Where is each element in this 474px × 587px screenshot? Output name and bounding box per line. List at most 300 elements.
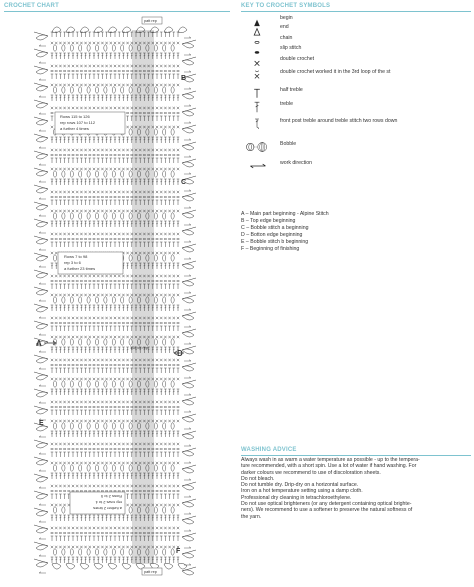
bobble-stitch bbox=[171, 381, 174, 387]
edge-petal-right bbox=[182, 499, 196, 507]
double-crochet-stitch bbox=[177, 443, 179, 445]
chain-stitch bbox=[93, 406, 96, 407]
double-crochet-stitch bbox=[160, 275, 162, 277]
chain-stitch bbox=[122, 196, 125, 197]
double-crochet-stitch bbox=[164, 336, 166, 338]
double-crochet-stitch bbox=[80, 191, 82, 193]
double-crochet-stitch bbox=[173, 275, 175, 277]
key-label: front post treble around treble stitch two rows down bbox=[280, 118, 398, 124]
double-crochet-stitch bbox=[93, 443, 95, 445]
bobble-stitch bbox=[53, 87, 56, 93]
rep-note-top-line3: a further 4 times bbox=[60, 126, 89, 131]
double-crochet-stitch bbox=[76, 191, 78, 193]
double-crochet-stitch bbox=[118, 462, 120, 464]
chain-stitch bbox=[122, 70, 125, 71]
bobble-stitch bbox=[112, 87, 115, 93]
double-crochet-stitch bbox=[168, 401, 170, 403]
chain-stitch bbox=[59, 154, 62, 155]
bobble-stitch bbox=[87, 213, 90, 219]
edge-petal-left bbox=[34, 236, 48, 244]
double-crochet-stitch bbox=[168, 420, 170, 422]
chain-stitch bbox=[101, 490, 104, 491]
double-crochet-stitch bbox=[80, 149, 82, 151]
double-crochet-stitch bbox=[89, 65, 91, 67]
chain-stitch bbox=[156, 280, 159, 281]
double-crochet-stitch bbox=[84, 65, 86, 67]
double-crochet-stitch bbox=[63, 336, 65, 338]
double-crochet-stitch bbox=[126, 527, 128, 529]
double-crochet-stitch bbox=[122, 336, 124, 338]
double-crochet-stitch bbox=[72, 485, 74, 487]
double-crochet-stitch bbox=[72, 168, 74, 170]
double-crochet-stitch bbox=[72, 191, 74, 193]
double-crochet-stitch bbox=[168, 336, 170, 338]
double-crochet-stitch bbox=[110, 378, 112, 380]
double-crochet-stitch bbox=[51, 527, 53, 529]
bobble-stitch bbox=[171, 45, 174, 51]
key-heading-rule bbox=[241, 11, 471, 12]
double-crochet-stitch bbox=[126, 65, 128, 67]
chain-stitch bbox=[84, 196, 87, 197]
chain-stitch bbox=[89, 364, 92, 365]
double-crochet-stitch bbox=[164, 168, 166, 170]
double-crochet-stitch bbox=[55, 233, 57, 235]
chain-stitch bbox=[101, 70, 104, 71]
double-crochet-stitch bbox=[118, 485, 120, 487]
key-row-work-direction bbox=[241, 160, 471, 170]
double-crochet-stitch bbox=[101, 378, 103, 380]
rep-note-bottom-line1: Rows 2 to 5 bbox=[100, 494, 122, 499]
chain-stitch bbox=[177, 238, 180, 239]
double-crochet-stitch bbox=[68, 233, 70, 235]
double-crochet-stitch bbox=[122, 294, 124, 296]
bobble-stitch bbox=[154, 507, 157, 513]
double-crochet-stitch bbox=[122, 485, 124, 487]
double-crochet-stitch bbox=[105, 527, 107, 529]
double-crochet-stitch bbox=[68, 191, 70, 193]
double-crochet-stitch bbox=[168, 504, 170, 506]
edge-petal-bottom bbox=[178, 563, 187, 569]
double-crochet-stitch bbox=[89, 485, 91, 487]
chain-stitch bbox=[173, 406, 176, 407]
work-direction-arrow bbox=[39, 334, 46, 335]
chain-stitch bbox=[168, 70, 171, 71]
double-crochet-stitch bbox=[84, 462, 86, 464]
double-crochet-stitch bbox=[93, 317, 95, 319]
double-crochet-stitch bbox=[59, 233, 61, 235]
double-crochet-stitch bbox=[173, 252, 175, 254]
edge-petal-right bbox=[182, 414, 196, 422]
double-crochet-stitch bbox=[156, 443, 158, 445]
chain-stitch bbox=[68, 532, 71, 533]
bobble-stitch bbox=[112, 45, 115, 51]
work-direction-arrow bbox=[184, 360, 191, 361]
washing-line: darker colours we recommend to use of discoloration sheets. bbox=[241, 469, 381, 476]
chain-stitch bbox=[160, 154, 163, 155]
chain-stitch bbox=[126, 238, 129, 239]
double-crochet-stitch bbox=[173, 546, 175, 548]
double-crochet-stitch bbox=[76, 378, 78, 380]
rep-note-top-line1: Rows 115 to 126 bbox=[60, 114, 90, 119]
key-row-double-crochet-3rd-loop bbox=[241, 69, 471, 83]
double-crochet-stitch bbox=[160, 191, 162, 193]
double-crochet-stitch bbox=[114, 317, 116, 319]
double-crochet-stitch bbox=[89, 84, 91, 86]
double-crochet-stitch bbox=[76, 168, 78, 170]
edge-petal-right bbox=[182, 448, 196, 456]
double-crochet-stitch bbox=[93, 210, 95, 212]
bobble-stitch bbox=[121, 339, 124, 345]
chain-stitch bbox=[68, 448, 71, 449]
double-crochet-stitch bbox=[118, 359, 120, 361]
double-crochet-stitch bbox=[55, 107, 57, 109]
chain-stitch bbox=[55, 364, 58, 365]
double-crochet-stitch bbox=[177, 252, 179, 254]
double-crochet-stitch bbox=[89, 401, 91, 403]
double-crochet-stitch bbox=[93, 378, 95, 380]
chain-stitch bbox=[68, 196, 71, 197]
edge-petal-left bbox=[34, 508, 48, 516]
chain-stitch bbox=[160, 196, 163, 197]
chain-stitch bbox=[160, 70, 163, 71]
double-crochet-stitch bbox=[51, 107, 53, 109]
double-crochet-stitch bbox=[72, 294, 74, 296]
work-direction-arrow bbox=[39, 249, 46, 250]
chain-stitch bbox=[114, 70, 117, 71]
work-direction-arrow bbox=[39, 368, 46, 369]
key-row-half-treble bbox=[241, 87, 471, 98]
double-crochet-stitch bbox=[156, 359, 158, 361]
marker-d: D bbox=[177, 349, 183, 358]
bobble-stitch bbox=[87, 381, 90, 387]
double-crochet-stitch bbox=[173, 420, 175, 422]
double-crochet-stitch bbox=[126, 504, 128, 506]
chain-stitch bbox=[59, 70, 62, 71]
chain-stitch bbox=[156, 448, 159, 449]
bobble-stitch bbox=[53, 381, 56, 387]
crochet-chart bbox=[0, 12, 232, 582]
marker-c: C bbox=[181, 179, 187, 186]
edge-petal-left bbox=[34, 406, 48, 414]
double-crochet-stitch bbox=[68, 107, 70, 109]
work-direction-arrow bbox=[39, 402, 46, 403]
chain-stitch bbox=[173, 238, 176, 239]
chain-stitch bbox=[68, 490, 71, 491]
chain-stitch bbox=[97, 238, 100, 239]
edge-petal-right bbox=[182, 346, 196, 354]
double-crochet-stitch bbox=[168, 65, 170, 67]
chain-stitch bbox=[173, 112, 176, 113]
double-crochet-stitch bbox=[89, 527, 91, 529]
double-crochet-stitch bbox=[160, 294, 162, 296]
bobble-stitch bbox=[70, 339, 73, 345]
double-crochet-stitch bbox=[84, 107, 86, 109]
double-crochet-stitch bbox=[68, 84, 70, 86]
double-crochet-stitch bbox=[110, 401, 112, 403]
bobble-stitch bbox=[70, 213, 73, 219]
double-crochet-stitch bbox=[63, 294, 65, 296]
chain-stitch bbox=[89, 280, 92, 281]
double-crochet-stitch bbox=[156, 485, 158, 487]
double-crochet-stitch bbox=[101, 191, 103, 193]
edge-petal-left bbox=[34, 559, 48, 567]
double-crochet-stitch bbox=[63, 420, 65, 422]
double-crochet-stitch bbox=[59, 546, 61, 548]
double-crochet-stitch bbox=[89, 462, 91, 464]
double-crochet-stitch bbox=[160, 336, 162, 338]
double-crochet-stitch bbox=[164, 149, 166, 151]
double-crochet-stitch bbox=[97, 401, 99, 403]
double-crochet-stitch bbox=[122, 191, 124, 193]
washing-line: Do not use optical brighteners (or any detergent containing optical brighte- bbox=[241, 501, 412, 508]
double-crochet-stitch bbox=[177, 359, 179, 361]
chain-stitch bbox=[101, 196, 104, 197]
rep-note-bottom-line2: rep rows 2 to 4 bbox=[95, 500, 122, 505]
chain-stitch bbox=[122, 238, 125, 239]
work-direction-arrow bbox=[184, 122, 191, 123]
chain-stitch bbox=[59, 238, 62, 239]
chain-stitch bbox=[105, 154, 108, 155]
bobble-stitch bbox=[121, 171, 124, 177]
double-crochet-stitch bbox=[173, 378, 175, 380]
double-crochet-stitch bbox=[93, 359, 95, 361]
key-label: Bobble bbox=[280, 141, 297, 147]
bobble-stitch bbox=[70, 297, 73, 303]
double-crochet-stitch bbox=[84, 401, 86, 403]
double-crochet-stitch bbox=[118, 336, 120, 338]
double-crochet-stitch bbox=[126, 294, 128, 296]
double-crochet-stitch bbox=[177, 317, 179, 319]
double-crochet-stitch bbox=[122, 233, 124, 235]
chain-stitch bbox=[168, 154, 171, 155]
double-crochet-stitch bbox=[80, 527, 82, 529]
double-crochet-stitch bbox=[122, 443, 124, 445]
double-crochet-stitch bbox=[68, 420, 70, 422]
bobble-stitch bbox=[79, 45, 82, 51]
chain-stitch bbox=[173, 154, 176, 155]
double-crochet-stitch bbox=[89, 275, 91, 277]
work-direction-arrow bbox=[39, 198, 46, 199]
bobble-stitch bbox=[154, 423, 157, 429]
double-crochet-stitch bbox=[156, 378, 158, 380]
chain-stitch bbox=[110, 532, 113, 533]
bobble-stitch bbox=[163, 45, 166, 51]
washing-heading-rule bbox=[241, 455, 471, 456]
double-crochet-stitch bbox=[101, 275, 103, 277]
rep-note-mid-line3: a further 23 times bbox=[64, 266, 96, 271]
double-crochet-stitch bbox=[168, 107, 170, 109]
chain-stitch bbox=[89, 490, 92, 491]
key-label: half treble bbox=[280, 87, 303, 93]
double-crochet-stitch bbox=[101, 359, 103, 361]
double-crochet-stitch bbox=[97, 462, 99, 464]
double-crochet-stitch bbox=[105, 378, 107, 380]
chain-stitch bbox=[97, 490, 100, 491]
chain-stitch bbox=[101, 532, 104, 533]
chain-stitch bbox=[51, 196, 54, 197]
double-crochet-stitch bbox=[51, 401, 53, 403]
double-crochet-stitch bbox=[59, 107, 61, 109]
chain-stitch bbox=[68, 364, 71, 365]
bobble-stitch bbox=[70, 549, 73, 555]
double-crochet-stitch bbox=[105, 546, 107, 548]
double-crochet-stitch bbox=[160, 126, 162, 128]
chain-stitch bbox=[101, 238, 104, 239]
double-crochet-stitch bbox=[126, 168, 128, 170]
chain-stitch bbox=[160, 280, 163, 281]
double-crochet-stitch bbox=[164, 462, 166, 464]
chain-stitch bbox=[89, 448, 92, 449]
double-crochet-stitch bbox=[177, 107, 179, 109]
double-crochet-stitch bbox=[105, 420, 107, 422]
double-crochet-stitch bbox=[68, 336, 70, 338]
chain-stitch bbox=[101, 322, 104, 323]
chain-stitch bbox=[101, 448, 104, 449]
chain-stitch bbox=[101, 154, 104, 155]
work-direction-arrow bbox=[39, 113, 46, 114]
chain-stitch bbox=[59, 196, 62, 197]
double-crochet-stitch bbox=[156, 401, 158, 403]
edge-petal-right bbox=[182, 550, 196, 558]
chain-stitch bbox=[122, 280, 125, 281]
double-crochet-stitch bbox=[59, 420, 61, 422]
chain-stitch bbox=[76, 364, 79, 365]
double-crochet-stitch bbox=[72, 233, 74, 235]
double-crochet-stitch bbox=[156, 233, 158, 235]
chain-stitch bbox=[59, 280, 62, 281]
bobble-stitch bbox=[171, 549, 174, 555]
bobble-stitch bbox=[121, 213, 124, 219]
double-crochet-stitch bbox=[84, 359, 86, 361]
double-crochet-stitch bbox=[173, 317, 175, 319]
double-crochet-stitch bbox=[164, 191, 166, 193]
double-crochet-stitch bbox=[55, 401, 57, 403]
chain-stitch bbox=[76, 406, 79, 407]
double-crochet-stitch bbox=[177, 485, 179, 487]
bobble-stitch bbox=[121, 45, 124, 51]
double-crochet-stitch bbox=[114, 168, 116, 170]
chain-stitch bbox=[156, 490, 159, 491]
double-crochet-stitch bbox=[164, 527, 166, 529]
double-crochet-stitch bbox=[80, 336, 82, 338]
chain-stitch bbox=[63, 490, 66, 491]
bobble-stitch bbox=[171, 297, 174, 303]
chain-stitch bbox=[118, 490, 121, 491]
double-crochet-stitch bbox=[84, 168, 86, 170]
rep-note-top-line2: rep rows 107 to 112 bbox=[60, 120, 96, 125]
double-crochet-stitch bbox=[160, 107, 162, 109]
double-crochet-stitch bbox=[114, 546, 116, 548]
edge-petal-left bbox=[34, 66, 48, 74]
double-crochet-stitch bbox=[160, 462, 162, 464]
double-crochet-stitch bbox=[126, 275, 128, 277]
double-crochet-stitch bbox=[160, 420, 162, 422]
double-crochet-stitch bbox=[114, 443, 116, 445]
double-crochet-stitch bbox=[156, 546, 158, 548]
chain-stitch bbox=[93, 322, 96, 323]
double-crochet-stitch bbox=[122, 359, 124, 361]
double-crochet-stitch bbox=[173, 401, 175, 403]
double-crochet-stitch bbox=[122, 527, 124, 529]
chain-stitch bbox=[168, 238, 171, 239]
chain-stitch bbox=[177, 490, 180, 491]
chain-stitch bbox=[173, 322, 176, 323]
double-crochet-stitch bbox=[156, 84, 158, 86]
chain-stitch bbox=[89, 196, 92, 197]
chain-stitch bbox=[126, 196, 129, 197]
chain-stitch bbox=[89, 322, 92, 323]
chain-stitch bbox=[72, 490, 75, 491]
double-crochet-stitch bbox=[122, 168, 124, 170]
chain-stitch bbox=[122, 322, 125, 323]
marker-e: E bbox=[39, 420, 44, 427]
bobble-stitch bbox=[87, 171, 90, 177]
bobble-stitch bbox=[53, 507, 56, 513]
front-post-treble-icon bbox=[241, 118, 273, 130]
double-crochet-stitch bbox=[122, 420, 124, 422]
double-crochet-stitch bbox=[55, 42, 57, 44]
double-crochet-stitch bbox=[118, 275, 120, 277]
double-crochet-stitch bbox=[55, 84, 57, 86]
double-crochet-stitch bbox=[168, 443, 170, 445]
double-crochet-stitch bbox=[156, 527, 158, 529]
bobble-stitch bbox=[95, 465, 98, 471]
double-crochet-stitch bbox=[156, 65, 158, 67]
double-crochet-stitch bbox=[51, 546, 53, 548]
work-direction-arrow bbox=[39, 283, 46, 284]
double-crochet-stitch bbox=[177, 65, 179, 67]
work-direction-arrow bbox=[39, 96, 46, 97]
key-label: treble bbox=[280, 101, 293, 107]
double-crochet-stitch bbox=[118, 42, 120, 44]
double-crochet-stitch bbox=[118, 294, 120, 296]
chain-stitch bbox=[51, 490, 54, 491]
chain-stitch bbox=[110, 280, 113, 281]
chain-stitch bbox=[122, 406, 125, 407]
chain-stitch bbox=[114, 322, 117, 323]
double-crochet-stitch bbox=[114, 462, 116, 464]
bobble-stitch bbox=[95, 297, 98, 303]
bobble-stitch bbox=[129, 297, 132, 303]
chain-stitch bbox=[110, 196, 113, 197]
edge-petal-right bbox=[182, 142, 196, 150]
double-crochet-stitch bbox=[55, 504, 57, 506]
double-crochet-stitch bbox=[101, 65, 103, 67]
bobble-stitch bbox=[129, 381, 132, 387]
double-crochet-stitch bbox=[68, 462, 70, 464]
double-crochet-stitch bbox=[55, 275, 57, 277]
chain-stitch bbox=[114, 154, 117, 155]
edge-petal-right bbox=[182, 57, 196, 65]
bobble-stitch bbox=[104, 297, 107, 303]
double-crochet-stitch bbox=[93, 420, 95, 422]
chain-stitch bbox=[51, 406, 54, 407]
bobble-stitch bbox=[171, 171, 174, 177]
bobble-stitch bbox=[112, 171, 115, 177]
double-crochet-stitch bbox=[72, 275, 74, 277]
chain-stitch bbox=[156, 238, 159, 239]
double-crochet-stitch bbox=[68, 378, 70, 380]
bobble-stitch bbox=[121, 87, 124, 93]
double-crochet-stitch bbox=[89, 378, 91, 380]
double-crochet-stitch bbox=[63, 485, 65, 487]
double-crochet-stitch bbox=[114, 191, 116, 193]
chain-stitch bbox=[164, 364, 167, 365]
chain-stitch bbox=[63, 280, 66, 281]
double-crochet-stitch bbox=[68, 443, 70, 445]
chain-stitch bbox=[93, 364, 96, 365]
bobble-stitch bbox=[121, 549, 124, 555]
